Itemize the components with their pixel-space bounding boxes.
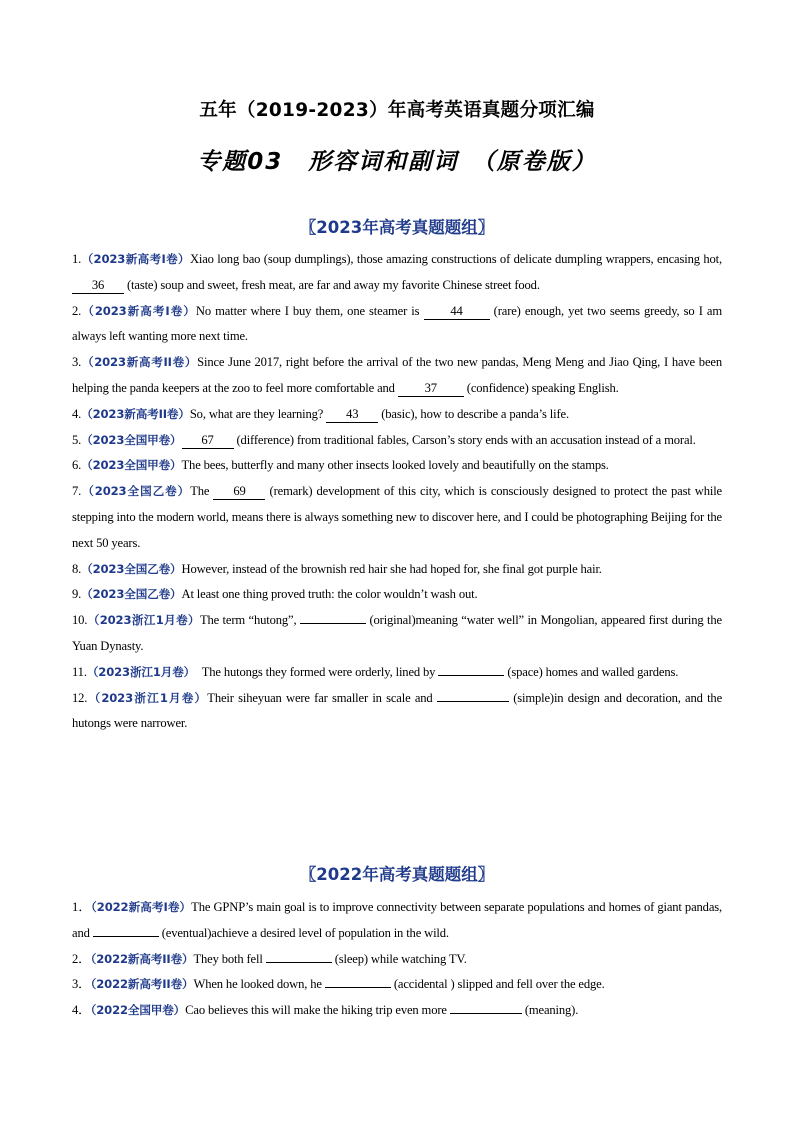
question-3: 3.（2023新高考II卷）Since June 2017, right before the arrival of the two new pandas, Meng Meng and Jiao Qing, I have been helping the panda keepers at the zoo to feel more comfortable and 37 (confidence) speaking English.: [72, 355, 722, 395]
section-heading-2023: 〖2023年高考真题题组〗: [299, 218, 495, 237]
question-1: 1.（2023新高考I卷）Xiao long bao (soup dumplings), those amazing constructions of delicate dumpling wrappers, encasing hot,36 (taste) soup and sweet, fresh meat, are far and away my favorite Chinese street food.: [72, 252, 722, 292]
answer-blank: [438, 675, 504, 676]
document-title: 五年（2019-2023）年高考英语真题分项汇编: [199, 100, 595, 121]
question-source: （2023浙江1月卷）: [87, 613, 200, 628]
answer-blank: [437, 701, 509, 702]
answer-blank: 37: [398, 381, 464, 397]
question-9: 9.（2023全国乙卷）At least one thing proved truth: the color wouldn’t wash out.: [72, 587, 478, 602]
question-11: 11.（2023浙江1月卷） The hutongs they formed were orderly, lined by (space) homes and walled gardens.: [72, 664, 679, 679]
answer-blank: [325, 987, 391, 988]
question-source: （2023新高考II卷）: [81, 406, 190, 421]
question-source: （2023浙江1月卷）: [87, 690, 208, 705]
answer-blank: 44: [424, 304, 490, 320]
question-list-2022: [72, 895, 722, 1024]
answer-blank: [300, 623, 366, 624]
answer-blank: 36: [72, 278, 124, 294]
question-12: 12.（2023浙江1月卷）Their siheyuan were far smaller in scale and (simple)in design and decoration, and the hutongs were narrower.: [72, 690, 723, 731]
answer-blank: [93, 936, 159, 937]
question-source: （2022新高考II卷）: [90, 977, 194, 992]
document-subtitle: 专题03 形容词和副词 （原卷版）: [197, 149, 597, 175]
question-source: （2022新高考II卷）: [90, 951, 194, 966]
question-2022-4: 4．（2022全国甲卷）Cao believes this will make the hiking trip even more (meaning).: [72, 1003, 579, 1018]
question-source: （2023全国乙卷）: [81, 484, 191, 499]
question-source: （2023新高考II卷）: [81, 355, 198, 370]
question-list-2023: [72, 247, 722, 737]
answer-blank: [266, 962, 332, 963]
answer-blank: [450, 1013, 522, 1014]
question-10: 10.（2023浙江1月卷）The term “hutong”, (original)meaning “water well” in Mongolian, appeared first during the Yuan Dynasty.: [72, 613, 722, 653]
question-source: （2023全国甲卷）: [81, 458, 182, 473]
answer-blank: 69: [213, 484, 265, 500]
question-7: 7.（2023全国乙卷）The 69 (remark) development of this city, which is consciously designed to protect the past while stepping into the modern world, means there is always something new to discover here, and I could be photographing Beijing for the next 50 years.: [72, 484, 722, 550]
question-source: （2023浙江1月卷）: [86, 664, 190, 679]
question-2: 2.（2023新高考I卷）No matter where I buy them, one steamer is 44 (rare) enough, yet two seems greedy, so I am always left wanting more next time.: [72, 303, 722, 344]
question-2022-2: 2．（2022新高考II卷）They both fell (sleep) while watching TV.: [72, 951, 467, 966]
question-6: 6.（2023全国甲卷）The bees, butterfly and many other insects looked lovely and beautifully on the stamps.: [72, 458, 609, 473]
question-4: 4.（2023新高考II卷）So, what are they learning? 43 (basic), how to describe a panda’s life.: [72, 406, 569, 421]
question-source: （2022全国甲卷）: [90, 1003, 186, 1018]
section-heading-2022: 〖2022年高考真题题组〗: [299, 865, 495, 884]
question-source: （2023新高考I卷）: [81, 303, 196, 318]
answer-blank: 67: [182, 433, 234, 449]
question-source: （2023全国乙卷）: [81, 587, 182, 602]
question-8: 8.（2023全国乙卷）However, instead of the brownish red hair she had hoped for, she final got purple hair.: [72, 561, 602, 576]
question-source: （2023全国甲卷）: [81, 432, 182, 447]
question-2022-3: 3．（2022新高考II卷）When he looked down, he (accidental ) slipped and fell over the edge.: [72, 977, 605, 992]
question-2022-1: 1．（2022新高考I卷）The GPNP’s main goal is to improve connectivity between separate populations and homes of giant pandas, and (eventual)achieve a desired level of population in the wild.: [72, 900, 723, 940]
answer-blank: 43: [326, 407, 378, 423]
question-source: （2023新高考I卷）: [81, 252, 190, 266]
question-5: 5.（2023全国甲卷） 67 (difference) from traditional fables, Carson’s story ends with an accusation instead of a moral.: [72, 432, 696, 447]
question-source: （2023全国乙卷）: [81, 561, 182, 576]
question-source: （2022新高考I卷）: [90, 900, 192, 914]
